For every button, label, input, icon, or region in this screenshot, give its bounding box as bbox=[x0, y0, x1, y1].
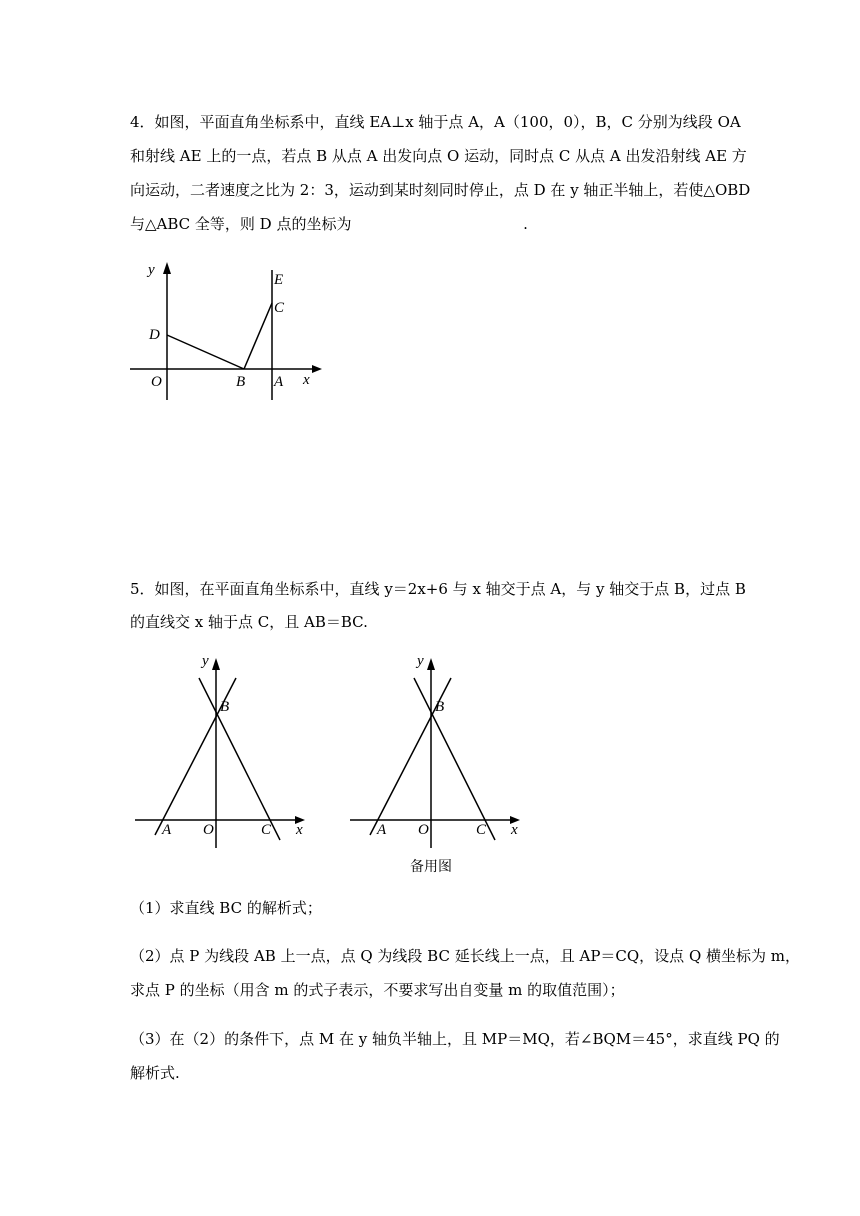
problem4-line-4: 与△ABC 全等，则 D 点的坐标为 . bbox=[130, 215, 528, 233]
p5l-y-arrow bbox=[212, 658, 220, 670]
p5r-label-b: B bbox=[435, 699, 445, 715]
p5r-caption: 备用图 bbox=[410, 859, 452, 875]
p4-y-arrow bbox=[163, 262, 171, 274]
p5l-label-a: A bbox=[162, 822, 172, 838]
problem5-line-2: 的直线交 x 轴于点 C，且 AB＝BC. bbox=[130, 613, 368, 631]
p4-segment-db bbox=[167, 335, 244, 369]
problem4-line-3: 向运动，二者速度之比为 2：3，运动到某时刻同时停止，点 D 在 y 轴正半轴上，若使△OBD bbox=[130, 181, 751, 199]
p5r-label-x: x bbox=[511, 822, 518, 838]
problem5-question-1: （1）求直线 BC 的解析式； bbox=[130, 899, 322, 917]
p4-label-b: B bbox=[236, 374, 246, 390]
problem5-question-3-line-2: 解析式. bbox=[130, 1064, 180, 1082]
p4-label-e: E bbox=[274, 272, 284, 288]
problem5-question-3-line-1: （3）在（2）的条件下，点 M 在 y 轴负半轴上，且 MP＝MQ，若∠BQM＝45°，求直线 PQ 的 bbox=[130, 1030, 780, 1048]
p4-label-d: D bbox=[149, 327, 160, 343]
p5l-line-bc bbox=[199, 678, 280, 840]
p4-label-c: C bbox=[274, 300, 285, 316]
p5l-label-o: O bbox=[203, 822, 214, 838]
problem5-question-2-line-2: 求点 P 的坐标（用含 m 的式子表示，不要求写出自变量 m 的取值范围）； bbox=[130, 981, 625, 999]
p5r-label-a: A bbox=[377, 822, 387, 838]
p5r-line-bc bbox=[414, 678, 495, 840]
p4-label-y: y bbox=[148, 262, 155, 278]
problem5-question-2-line-1: （2）点 P 为线段 AB 上一点，点 Q 为线段 BC 延长线上一点，且 AP＝CQ，设点 Q 横坐标为 m， bbox=[130, 947, 801, 965]
p5l-label-y: y bbox=[202, 653, 209, 669]
p4-segment-bc bbox=[244, 303, 272, 369]
p5l-label-c: C bbox=[261, 822, 272, 838]
problem4-line-1: 4．如图，平面直角坐标系中，直线 EA⊥x 轴于点 A，A（100，0），B，C 分别为线段 OA bbox=[130, 113, 741, 131]
problem4-line-2: 和射线 AE 上的一点，若点 B 从点 A 出发向点 O 运动，同时点 C 从点 A 出发沿射线 AE 方 bbox=[130, 147, 747, 165]
p5r-label-y: y bbox=[417, 653, 424, 669]
p4-x-arrow bbox=[312, 365, 322, 373]
p4-label-o: O bbox=[151, 374, 162, 390]
p4-label-a: A bbox=[274, 374, 284, 390]
p4-label-x: x bbox=[303, 372, 310, 388]
p5l-label-x: x bbox=[296, 822, 303, 838]
p5r-y-arrow bbox=[427, 658, 435, 670]
p5r-label-o: O bbox=[418, 822, 429, 838]
problem5-line-1: 5．如图，在平面直角坐标系中，直线 y＝2x+6 与 x 轴交于点 A，与 y 轴交于点 B，过点 B bbox=[130, 580, 746, 598]
p5r-label-c: C bbox=[476, 822, 487, 838]
p5l-label-b: B bbox=[220, 699, 230, 715]
